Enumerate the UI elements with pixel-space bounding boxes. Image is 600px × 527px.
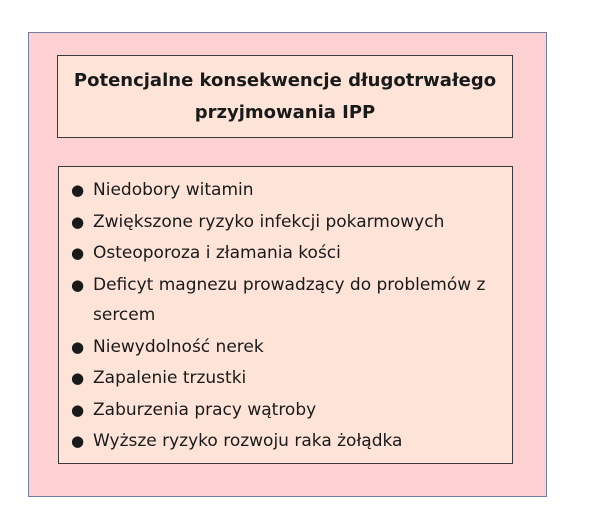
list-item-text: Niewydolność nerek [93, 336, 264, 357]
consequences-list [59, 167, 512, 457]
list-item [67, 207, 502, 238]
bullet-icon: ● [71, 337, 85, 356]
list-item [67, 426, 502, 457]
list-item [67, 175, 502, 206]
list-item-text: Zaburzenia pracy wątroby [93, 399, 317, 420]
list-item [67, 332, 502, 363]
list-item [67, 270, 502, 331]
list-item-text: Deficyt magnezu prowadzący do problemów z sercem [93, 274, 486, 325]
list-item-text: Wyższe ryzyko rozwoju raka żołądka [93, 431, 403, 451]
bullet-icon: ● [71, 244, 85, 262]
list-item-text: Niedobory witamin [93, 180, 254, 200]
list-item-text: Zwiększone ryzyko infekcji pokarmowych [93, 211, 445, 232]
bullet-icon: ● [71, 212, 85, 231]
consequences-box [58, 166, 513, 464]
list-item-text: Zapalenie trzustki [93, 368, 247, 388]
bullet-icon: ● [71, 369, 85, 387]
list-item-text: Osteoporoza i złamania kości [93, 243, 341, 263]
list-item [67, 395, 502, 426]
title-box [57, 55, 513, 138]
diagram-title: Potencjalne konsekwencje długotrwałego przyjmowania IPP [73, 69, 497, 123]
bullet-icon: ● [71, 275, 85, 294]
list-item [67, 238, 502, 269]
bullet-icon: ● [71, 181, 85, 199]
bullet-icon: ● [71, 432, 85, 450]
list-item [67, 363, 502, 394]
bullet-icon: ● [71, 400, 85, 419]
